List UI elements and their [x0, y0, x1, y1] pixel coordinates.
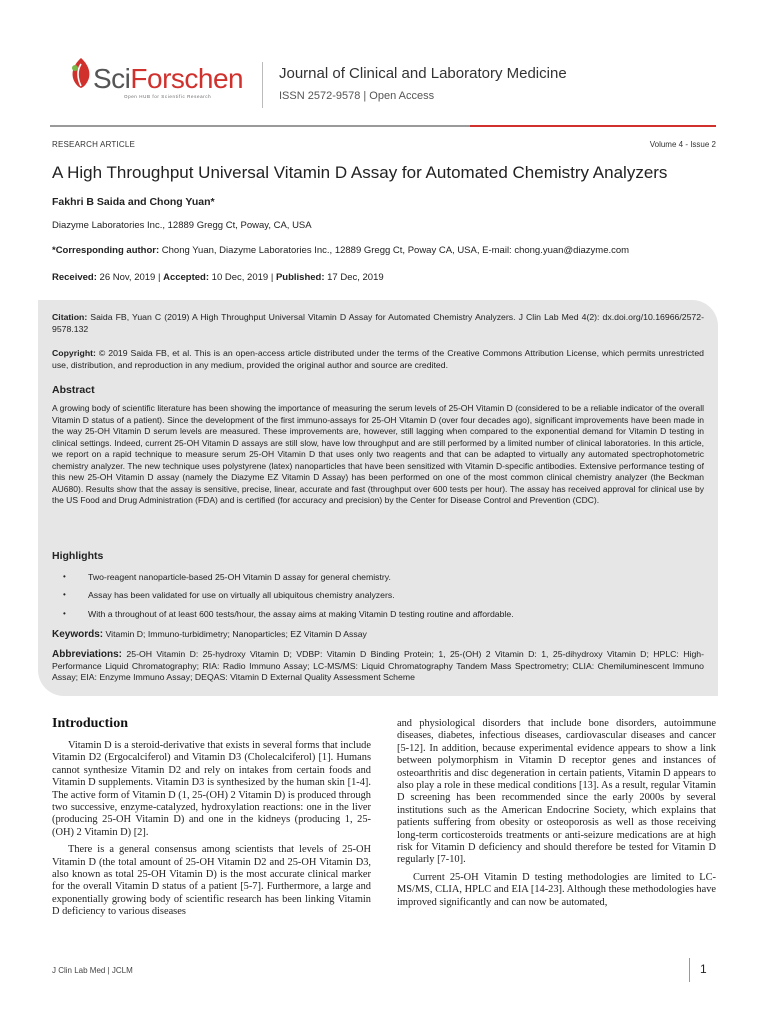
citation: [52, 312, 704, 335]
highlights-heading: Highlights: [52, 550, 104, 562]
copyright-label: Copyright:: [52, 348, 96, 358]
header-rule: [50, 125, 716, 127]
page-number: 1: [700, 962, 707, 976]
footer-journal: J Clin Lab Med | JCLM: [52, 966, 133, 975]
affiliation: Diazyme Laboratories Inc., 12889 Gregg Ct, Poway, CA, USA: [52, 220, 312, 231]
logo-forschen: Forschen: [130, 63, 244, 94]
highlight-item: Two-reagent nanoparticle-based 25-OH Vitamin D assay for general chemistry.: [88, 572, 391, 582]
bullet-icon: •: [63, 572, 66, 581]
accepted-date: 10 Dec, 2019 |: [209, 272, 276, 283]
footer-divider: [689, 958, 690, 982]
logo-tagline: Open HUB for Scientific Research: [124, 94, 212, 99]
keywords-text: Vitamin D; Immuno-turbidimetry; Nanoparticles; EZ Vitamin D Assay: [103, 629, 367, 639]
authors: Fakhri B Saida and Chong Yuan*: [52, 196, 215, 208]
left-column: [52, 740, 371, 919]
abstract-heading: Abstract: [52, 384, 95, 396]
logo-wordmark: [93, 64, 243, 94]
abbreviations-label: Abbreviations:: [52, 649, 123, 660]
paragraph: and physiological disorders that include bone disorders, autoimmune diseases, diabetes, infectious diseases, cardiovascular diseases and cancer [5-12]. In addition, because experimental evidence appears to show a link between polymorphism in Vitamin D receptor genes and instances of osteoarthritis and disc degeneration in certain patients, Vitamin D appears to also play a role in these medical conditions [13]. As a result, regular Vitamin D screening has been recommended since the early 2000s by several institutions such as the American Endocrine Society, which explains that patients suffering from obesity or osteoporosis as well as those receiving long-term corticosteroids treatments or anti-seizure medications are at high risk for Vitamin D deficiency and should therefore be tested for Vitamin D regularly [7-10].: [397, 718, 716, 866]
journal-name: Journal of Clinical and Laboratory Medicine: [279, 65, 567, 82]
corr-text: Chong Yuan, Diazyme Laboratories Inc., 12889 Gregg Ct, Poway CA, USA, E-mail: chong.yuan@diazyme.com: [159, 245, 630, 256]
paragraph: Current 25-OH Vitamin D testing methodologies are limited to LC-MS/MS, CLIA, HPLC and EIA [14-23]. Although these methodologies have improved significantly and can now be automated,: [397, 871, 716, 908]
corresponding-author: [52, 245, 732, 256]
copyright-text: © 2019 Saida FB, et al. This is an open-access article distributed under the terms of the Creative Commons Attribution License, which permits unrestricted use, distribution, and reproduction in any medium, provided the original author and source are credited.: [52, 348, 704, 370]
leaf-icon: [68, 56, 94, 90]
article-type: RESEARCH ARTICLE: [52, 140, 136, 149]
header-divider: [262, 62, 263, 108]
logo-sci: Sci: [93, 63, 131, 94]
abbreviations: [52, 649, 704, 684]
article-title: A High Throughput Universal Vitamin D Assay for Automated Chemistry Analyzers: [52, 163, 668, 182]
received-date: 26 Nov, 2019 |: [96, 272, 164, 283]
bullet-icon: •: [63, 590, 66, 599]
keywords-label: Keywords:: [52, 629, 104, 640]
published-label: Published:: [275, 272, 325, 283]
right-column: [397, 718, 716, 909]
citation-text: Saida FB, Yuan C (2019) A High Throughput Universal Vitamin D Assay for Automated Chemistry Analyzers. J Clin Lab Med 4(2): dx.doi.org/10.16966/2572-9578.132: [52, 312, 704, 334]
accepted-label: Accepted:: [163, 272, 210, 283]
article-dates: [52, 272, 384, 283]
paragraph: There is a general consensus among scientists that levels of 25-OH Vitamin D (the total amount of 25-OH Vitamin D2 and 25-OH Vitamin D3, also known as total 25-OH Vitamin D) is the most accurate clinical marker for the overall Vitamin D status of a patient [5-7]. Furthermore, a large and exponentially growing body of scientific research has been linking Vitamin D deficiency to various diseases: [52, 844, 371, 918]
citation-label: Citation:: [52, 312, 88, 322]
abbreviations-text: 25-OH Vitamin D: 25-hydroxy Vitamin D; VDBP: Vitamin D Binding Protein; 1, 25-(OH) 2 Vitamin D: 1, 25-dihydroxy Vitamin D; HPLC: High-Performance Liquid Chromatography; RIA: Radio Immuno Assay; LC-MS/MS: Liquid Chromatography Tandem Mass Spectrometry; CLIA: Chemiluminescent Immuno Assay; EIA: Enzyme Immuno Assay; DEQAS: Vitamin D External Quality Assessment Scheme: [52, 649, 704, 683]
published-date: 17 Dec, 2019: [324, 272, 384, 283]
paragraph: Vitamin D is a steroid-derivative that exists in several forms that include Vitamin D2 (Ergocalciferol) and Vitamin D3 (Cholecalciferol) [1]. Humans cannot synthesize Vitamin D2 and rely on intakes from certain foods and Vitamin D supplements. Vitamin D3 is synthesized by the human skin [1-4]. The active form of Vitamin D (1, 25-(OH) 2 Vitamin D) is produced through two successive, enzyme-catalyzed, hydroxylation reactions: one in the liver (producing 25-OH Vitamin D) and one in the kidneys (producing 1, 25-(OH) 2 Vitamin D) [2].: [52, 740, 371, 838]
bullet-icon: •: [63, 609, 66, 618]
highlight-item: With a throughout of at least 600 tests/hour, the assay aims at making Vitamin D testing routine and affordable.: [88, 609, 514, 619]
copyright: [52, 348, 704, 371]
issn-line: ISSN 2572-9578 | Open Access: [279, 90, 435, 102]
introduction-heading: Introduction: [52, 716, 128, 731]
corr-label: *Corresponding author:: [52, 245, 160, 256]
abstract-text: A growing body of scientific literature has been showing the importance of measuring the serum levels of 25-OH Vitamin D (considered to be a reliable indicator of the overall Vitamin D status of a patient). Since the development of the first immuno-assays for 25-OH Vitamin D (over four decades ago), significant improvements have been made in the way 25-OH Vitamin D serum levels are measured. These improvements are, however, still lagging when compared to the exponential demand for Vitamin D testing in clinical settings. Indeed, current 25-OH Vitamin D assays are still slow, have low throughput and are still performed by a limited number of clinical laboratories. In this article, we report on a rapid technique to measure serum 25-OH Vitamin D that uses only two reagents and that can be adapted to virtually any automated spectrophotometric chemistry analyzer. The new technique uses polystyrene (latex) nanoparticles that have been sensitized with Vitamin D-specific antibodies. Extensive performance testing of this new 25-OH Vitamin D assay (namely the Diazyme EZ Vitamin D Assay) has been performed on one of the most common clinical chemistry analyzer (the Beckman AU680). Results show that the assay is sensitive, precise, linear, accurate and fast (throughput over 600 tests per hour). The assay has received approval for clinical use by the US Food and Drug Administration (FDA) and is certified (for accuracy and precision) by the Center for Disease Control and Prevention (CDC).: [52, 403, 704, 506]
highlight-item: Assay has been validated for use on virtually all ubiquitous chemistry analyzers.: [88, 590, 395, 600]
received-label: Received:: [52, 272, 97, 283]
keywords: [52, 629, 704, 641]
volume-issue: Volume 4 - Issue 2: [649, 140, 716, 149]
